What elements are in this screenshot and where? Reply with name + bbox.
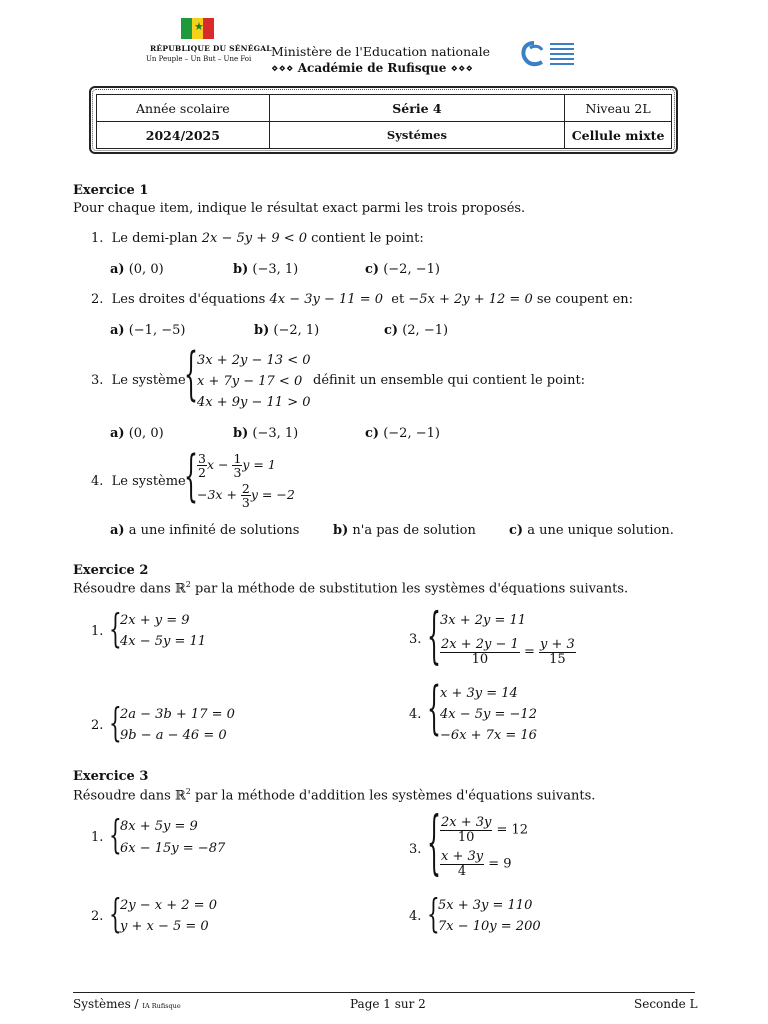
system-line: −6x + 7x = 16	[440, 728, 537, 743]
exercise-2-intro: Résoudre dans ℝ$^2$ par la méthode de substitution les systèmes d'équations suivants.	[73, 580, 629, 597]
q1-option-a: a) (0, 0)	[110, 262, 164, 277]
exercise-1-title: Exercice 1	[73, 183, 149, 198]
question-3-tail: définit un ensemble qui contient le point:	[313, 373, 586, 388]
system-brace: {	[427, 603, 441, 673]
footer-rule	[73, 992, 695, 993]
system-brace: {	[109, 605, 122, 652]
system-line: 3x + 2y = 11	[440, 613, 527, 628]
school-year-value: 2024/2025	[97, 122, 270, 149]
system-line: 4x − 5y = −12	[440, 707, 537, 722]
ex2-system-4-num: 4.	[409, 707, 422, 722]
question-1: 1. Le demi-plan 2x − 5y + 9 < 0 contient le point:	[91, 231, 424, 246]
ex2-system-1-num: 1.	[91, 624, 104, 639]
question-3-label: 3. Le système	[91, 373, 186, 388]
system-brace: {	[109, 699, 122, 746]
ex2-system-3-num: 3.	[409, 632, 422, 647]
series-number: Série 4	[269, 95, 564, 122]
system-line: 7x − 10y = 200	[438, 919, 541, 934]
system-line: 6x − 15y = −87	[120, 841, 226, 856]
ex3-system-3-num: 3.	[409, 842, 422, 857]
republic-motto: Un Peuple – Un But – Une Foi	[146, 55, 252, 63]
topic-label: Systémes	[269, 122, 564, 149]
info-table	[96, 94, 672, 149]
q1-option-b: b) (−3, 1)	[233, 262, 299, 277]
ex2-system-2-num: 2.	[91, 718, 104, 733]
exercise-1-intro: Pour chaque item, indique le résultat exact parmi les trois proposés.	[73, 201, 526, 216]
system-line: 4x − 5y = 11	[120, 634, 207, 649]
footer-left: Systèmes / IA Rufisque	[73, 997, 181, 1011]
q1-option-c: c) (−2, −1)	[365, 262, 440, 277]
q3-option-c: c) (−2, −1)	[365, 426, 440, 441]
ministry-name: Ministère de l'Education nationale	[271, 44, 490, 59]
system-brace: {	[109, 811, 122, 858]
inequality: 2x − 5y + 9 < 0	[201, 231, 308, 246]
q2-option-a: a) (−1, −5)	[110, 323, 186, 338]
system-line: $\frac{2x + 3y}{10}$ = 12	[441, 815, 529, 845]
question-4-label: 4. Le système	[91, 474, 186, 489]
footer-right: Seconde L	[634, 997, 698, 1011]
system-line: x + 3y = 14	[440, 686, 518, 701]
system-line: 9b − a − 46 = 0	[120, 728, 227, 743]
system-line: y + x − 5 = 0	[120, 919, 209, 934]
system-line: 5x + 3y = 110	[438, 898, 533, 913]
system-brace: {	[109, 890, 122, 937]
system-line: $\frac{3}{2}$ x − $\frac{1}{3}$ y = 1	[198, 451, 276, 481]
question-2: 2. Les droites d'équations 4x − 3y − 11 = 0 et −5x + 2y + 12 = 0 se coupent en:	[91, 292, 634, 307]
system-line: $\frac{x + 3y}{4}$ = 9	[441, 849, 512, 879]
exercise-2-title: Exercice 2	[73, 563, 149, 578]
academy-name: ⋄⋄⋄ Académie de Rufisque ⋄⋄⋄	[271, 61, 474, 75]
system-line: 2x + y = 9	[120, 613, 190, 628]
system-brace: {	[427, 890, 440, 937]
exercise-3-intro: Résoudre dans ℝ$^2$ par la méthode d'addition les systèmes d'équations suivants.	[73, 787, 596, 804]
republic-name: RÉPUBLIQUE DU SÉNÉGAL	[150, 44, 272, 53]
system-line: $\frac{2x + 2y - 1}{10}$ = $\frac{y + 3}{15}$	[441, 637, 575, 667]
q4-option-c: c) a une unique solution.	[509, 523, 674, 538]
ex3-system-4-num: 4.	[409, 909, 422, 924]
system-line: −3x + $\frac{2}{3}$ y = −2	[197, 481, 295, 511]
q4-option-a: a) a une infinité de solutions	[110, 523, 300, 538]
page-number: Page 1 sur 2	[350, 997, 426, 1011]
system-brace: {	[427, 677, 441, 743]
level-label: Niveau 2L	[565, 95, 672, 122]
cell-label: Cellule mixte	[565, 122, 672, 149]
senegal-flag-icon: ★	[181, 18, 214, 39]
academy-logo-icon	[520, 40, 576, 68]
q3-option-b: b) (−3, 1)	[233, 426, 299, 441]
school-year-label: Année scolaire	[97, 95, 270, 122]
system-line: 2y − x + 2 = 0	[120, 898, 217, 913]
q2-option-c: c) (2, −1)	[384, 323, 449, 338]
q2-option-b: b) (−2, 1)	[254, 323, 320, 338]
system-line: 2a − 3b + 17 = 0	[120, 707, 235, 722]
q3-option-a: a) (0, 0)	[110, 426, 164, 441]
system-line: x + 7y − 17 < 0	[197, 374, 303, 389]
exercise-3-title: Exercice 3	[73, 769, 149, 784]
q4-option-b: b) n'a pas de solution	[333, 523, 476, 538]
system-brace: {	[184, 343, 198, 409]
system-brace: {	[184, 447, 198, 510]
system-line: 4x + 9y − 11 > 0	[197, 395, 311, 410]
ex3-system-1-num: 1.	[91, 830, 104, 845]
ex3-system-2-num: 2.	[91, 909, 104, 924]
system-brace: {	[427, 805, 441, 885]
system-line: 3x + 2y − 13 < 0	[197, 353, 311, 368]
system-line: 8x + 5y = 9	[120, 819, 198, 834]
